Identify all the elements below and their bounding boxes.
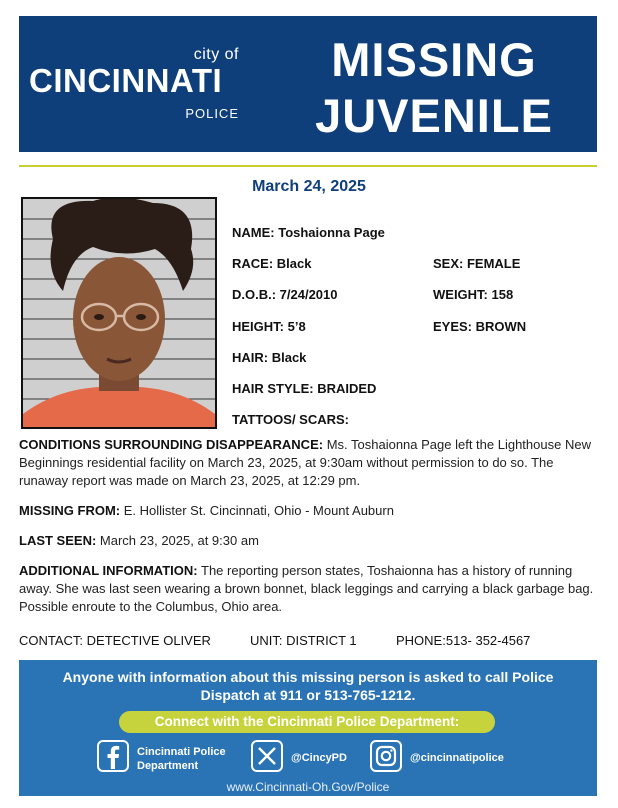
conditions-section: [19, 436, 597, 490]
x-link[interactable]: [251, 740, 371, 776]
x-icon: [251, 740, 283, 772]
title-line-2: JUVENILE: [315, 89, 553, 142]
last-seen-text: March 23, 2025, at 9:30 am: [96, 533, 259, 548]
logo-police: POLICE: [185, 106, 239, 121]
title-line-1: MISSING: [331, 33, 537, 86]
name-field: NAME: Toshaionna Page: [232, 225, 385, 240]
missing-person-photo: [21, 197, 217, 429]
page-title: [279, 32, 589, 144]
eyes-field: EYES: BROWN: [433, 319, 527, 334]
instagram-handle: @cincinnatipolice: [410, 752, 504, 764]
instagram-icon: [370, 740, 402, 772]
connect-banner: Connect with the Cincinnati Police Department:: [119, 711, 495, 733]
sex-field: SEX: FEMALE: [433, 256, 521, 271]
additional-info-text: The reporting person states, Toshaionna has a history of running away. She was last seen wearing a brown bonnet, black leggings and carrying a black garbage bag. Possible enroute to the Columbus, Ohio area.: [19, 563, 594, 614]
conditions-text: Ms. Toshaionna Page left the Lighthouse New Beginnings residential facility on March 23, 2025, at 9:30am without permission to do so. The runaway report was made on March 23, 2025, at 12:29 pm.: [19, 437, 591, 488]
cincinnati-police-logo: [29, 40, 241, 140]
facebook-label-line-1: Cincinnati Police: [137, 746, 226, 758]
dob-field: D.O.B.: 7/24/2010: [232, 287, 338, 302]
race-field: RACE: Black: [232, 256, 312, 271]
missing-from-label: MISSING FROM:: [19, 503, 121, 518]
call-message: [19, 668, 597, 704]
logo-city-of: city of: [193, 46, 239, 63]
report-date: March 24, 2025: [252, 178, 366, 195]
header-banner: [19, 16, 597, 152]
contact-unit: UNIT: DISTRICT 1: [250, 633, 357, 648]
facebook-link[interactable]: [97, 740, 237, 776]
instagram-link[interactable]: [370, 740, 540, 776]
missing-from-section: [19, 502, 597, 520]
missing-from-text: E. Hollister St. Cincinnati, Ohio - Mount Auburn: [120, 503, 394, 518]
last-seen-section: [19, 532, 597, 550]
contact-phone: PHONE:513- 352-4567: [396, 633, 531, 648]
contact-detective: CONTACT: DETECTIVE OLIVER: [19, 633, 211, 648]
logo-city: CINCINNATI: [29, 62, 223, 99]
conditions-label: CONDITIONS SURROUNDING DISAPPEARANCE:: [19, 437, 324, 452]
divider: [19, 165, 597, 167]
additional-info-section: [19, 562, 597, 616]
hair-field: HAIR: Black: [232, 350, 307, 365]
tattoos-field: TATTOOS/ SCARS:: [232, 412, 349, 427]
last-seen-label: LAST SEEN:: [19, 533, 97, 548]
call-message-line-1: Anyone with information about this missing person is asked to call Police: [62, 669, 554, 685]
facebook-icon: [97, 740, 129, 772]
height-field: HEIGHT: 5’8: [232, 319, 306, 334]
facebook-label-line-2: Department: [137, 760, 199, 772]
hair-style-field: HAIR STYLE: BRAIDED: [232, 381, 377, 396]
footer-banner: [19, 660, 597, 796]
additional-info-label: ADDITIONAL INFORMATION:: [19, 563, 198, 578]
weight-field: WEIGHT: 158: [433, 287, 514, 302]
website-link[interactable]: www.Cincinnati-Oh.Gov/Police: [226, 780, 390, 794]
x-handle: @CincyPD: [291, 752, 347, 764]
call-message-line-2: Dispatch at 911 or 513-765-1212.: [200, 687, 416, 703]
